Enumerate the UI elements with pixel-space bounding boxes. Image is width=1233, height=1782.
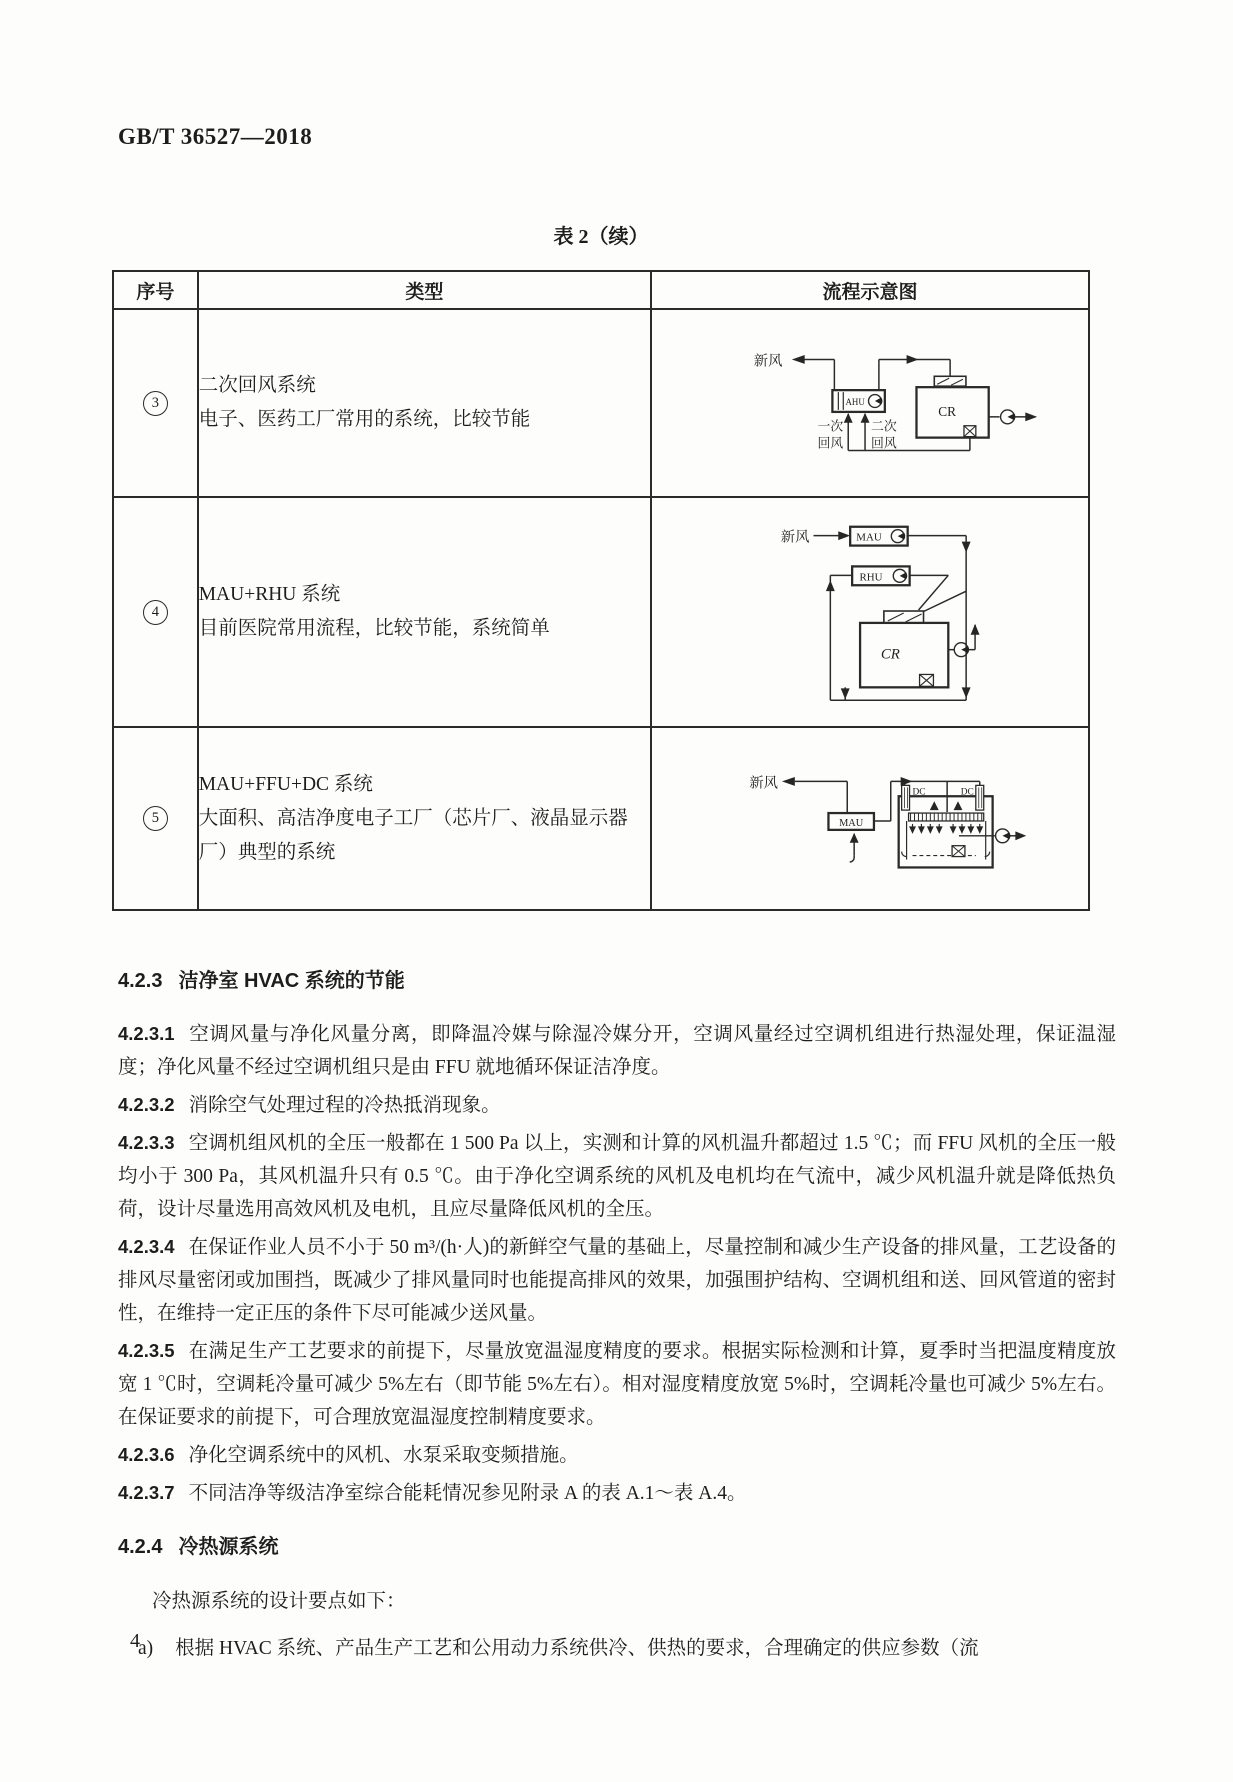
type-description: 电子、医药工厂常用的系统，比较节能 xyxy=(198,409,531,430)
circled-number: 3 xyxy=(143,391,168,416)
type-description: 大面积、高洁净度电子工厂（芯片厂、液晶显示器厂）典型的系统 xyxy=(198,807,628,863)
type-title: MAU+RHU 系统 xyxy=(198,584,341,605)
clause-number: 4.2.3.2 xyxy=(118,1094,175,1115)
doc-number: GB/T 36527—2018 xyxy=(118,124,313,149)
table-title: 表 2（续） xyxy=(553,226,649,248)
system-type-table xyxy=(112,270,1090,911)
clause-text: 空调机组风机的全压一般都在 1 500 Pa 以上，实测和计算的风机温升都超过 1.5 ℃；而 FFU 风机的全压一般均小于 300 Pa，其风机温升只有 0.5 ℃。由于净化空调系统的风机及电机均在气流中，减少风机温升就是降低热负荷，设计尽量选用高效风机及电机，且应尽量降低风机的全压。 xyxy=(118,1133,1116,1220)
column-header-type: 类型 xyxy=(198,271,651,309)
body-text xyxy=(118,964,1116,1665)
damper xyxy=(964,426,976,437)
clause-number: 4.2.3.5 xyxy=(118,1340,175,1361)
mau-label: MAU xyxy=(839,817,864,829)
clause-number: 4.2.3.1 xyxy=(118,1023,175,1044)
exhaust-fan xyxy=(996,829,1011,843)
row-number-cell xyxy=(113,309,198,497)
type-title: MAU+FFU+DC 系统 xyxy=(198,773,373,795)
flow-diagram-secondary-return-system xyxy=(652,311,1086,495)
section-number: 4.2.3 xyxy=(118,970,163,992)
table-row xyxy=(113,309,1089,497)
dry-coil-right xyxy=(976,785,984,810)
clause-number: 4.2.3.6 xyxy=(118,1444,175,1465)
flow-diagram-cell xyxy=(651,309,1089,497)
fresh-air-label: 新风 xyxy=(749,775,779,792)
arrowheads xyxy=(792,355,1037,423)
clause-text: 净化空调系统中的风机、水泵采取变频措施。 xyxy=(188,1445,579,1466)
exhaust-fan xyxy=(954,643,969,657)
row-number-cell xyxy=(113,727,198,910)
filter xyxy=(884,611,924,623)
clause-number: 4.2.3.3 xyxy=(118,1132,175,1153)
secondary-return-label-2: 回风 xyxy=(870,436,897,451)
section-title: 冷热源系统 xyxy=(178,1536,279,1558)
column-header-flow-diagram: 流程示意图 xyxy=(651,271,1089,309)
row-number-cell xyxy=(113,497,198,727)
table-header-row xyxy=(113,271,1089,309)
circled-number: 4 xyxy=(143,600,168,625)
filter xyxy=(934,376,966,386)
flow-diagram-cell xyxy=(651,497,1089,727)
exhaust-fan xyxy=(1001,410,1016,424)
type-title: 二次回风系统 xyxy=(198,375,316,396)
clause-4-2-3-4 xyxy=(118,1230,1116,1330)
dry-coil-left xyxy=(902,785,910,810)
clause-text: 消除空气处理过程的冷热抵消现象。 xyxy=(188,1095,501,1116)
damper xyxy=(952,846,965,857)
table-row xyxy=(113,497,1089,727)
clause-text: 在满足生产工艺要求的前提下，尽量放宽温湿度精度的要求。根据实际检测和计算，夏季时当把温度精度放宽 1 ℃时，空调耗冷量可减少 5%左右（即节能 5%左右）。相对湿度精度放宽 5%时，空调耗冷量也可减少 5%左右。在保证要求的前提下，可合理放宽温湿度控制精度要求。 xyxy=(118,1341,1116,1428)
section-title: 洁净室 HVAC 系统的节能 xyxy=(178,970,405,992)
room-label: CR xyxy=(880,646,900,663)
primary-return-label-2: 回风 xyxy=(817,436,844,451)
mau-label: MAU xyxy=(856,531,882,544)
clause-text: 不同洁净等级洁净室综合能耗情况参见附录 A 的表 A.1～表 A.4。 xyxy=(188,1483,747,1504)
flow-diagram-mau-rhu-system xyxy=(652,499,1086,725)
flow-diagram-cell xyxy=(651,727,1089,910)
ffu-row xyxy=(909,813,984,821)
section-heading-4-2-4 xyxy=(118,1530,1116,1559)
clause-4-2-3-6 xyxy=(118,1438,1116,1472)
list-item-label: a) xyxy=(138,1638,154,1659)
dc-left-label: DC xyxy=(912,787,926,798)
room-label: CR xyxy=(938,403,957,419)
section-heading-4-2-3 xyxy=(118,964,1116,993)
table-row xyxy=(113,727,1089,910)
rhu-label: RHU xyxy=(859,571,883,584)
circled-number: 5 xyxy=(143,806,168,831)
column-header-number: 序号 xyxy=(113,271,198,309)
type-cell xyxy=(198,727,651,910)
damper xyxy=(920,674,934,686)
type-cell xyxy=(198,497,651,727)
list-item-a xyxy=(118,1632,1116,1665)
secondary-return-label-1: 二次 xyxy=(870,419,897,434)
clause-number: 4.2.3.4 xyxy=(118,1236,175,1257)
ahu-label: AHU xyxy=(845,396,865,407)
clause-4-2-3-3 xyxy=(118,1126,1116,1226)
clause-4-2-3-7 xyxy=(118,1476,1116,1510)
fresh-air-label: 新风 xyxy=(780,529,810,546)
room-internals xyxy=(902,803,990,859)
section-intro: 冷热源系统的设计要点如下： xyxy=(152,1591,406,1612)
primary-return-label-1: 一次 xyxy=(817,419,844,434)
page-number: 4 xyxy=(130,1630,140,1652)
clause-4-2-3-2 xyxy=(118,1088,1116,1122)
clause-text: 空调风量与净化风量分离，即降温冷媒与除湿冷媒分开，空调风量经过空调机组进行热湿处理，保证温湿度；净化风量不经过空调机组只是由 FFU 就地循环保证洁净度。 xyxy=(118,1024,1116,1078)
type-description: 目前医院常用流程，比较节能，系统简单 xyxy=(198,618,550,639)
fresh-air-label: 新风 xyxy=(753,353,783,370)
dc-right-label: DC xyxy=(960,787,974,798)
clause-4-2-3-5 xyxy=(118,1334,1116,1434)
clause-text: 在保证作业人员不小于 50 m³/(h·人)的新鲜空气量的基础上，尽量控制和减少生产设备的排风量，工艺设备的排风尽量密闭或加围挡，既减少了排风量同时也能提高排风的效果，加强围护结构、空调机组和送、回风管道的密封性，在维持一定正压的条件下尽可能减少送风量。 xyxy=(118,1237,1116,1324)
clause-number: 4.2.3.7 xyxy=(118,1482,175,1503)
list-item-text: 根据 HVAC 系统、产品生产工艺和公用动力系统供冷、供热的要求，合理确定的供应参数（流 xyxy=(175,1638,979,1659)
type-cell xyxy=(198,309,651,497)
clause-4-2-3-1 xyxy=(118,1017,1116,1084)
cleanroom-box xyxy=(860,623,948,687)
section-number: 4.2.4 xyxy=(118,1536,163,1558)
flow-diagram-mau-ffu-dc-system xyxy=(652,729,1086,908)
